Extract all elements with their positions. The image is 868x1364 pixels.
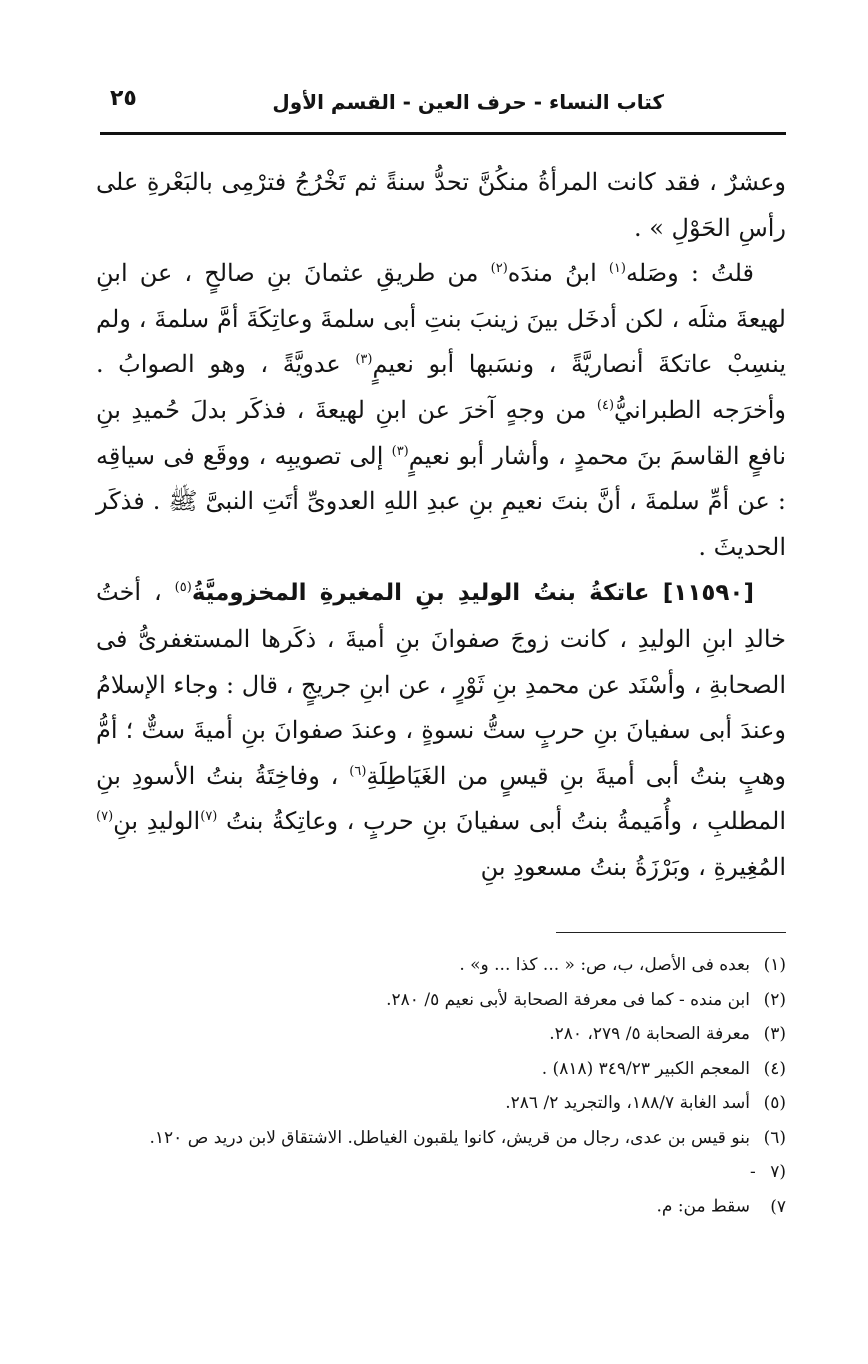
entry-heading: [١١٥٩٠] عاتكةُ بنتُ الوليدِ بنِ المغيرةِ المخزوميَّةُ bbox=[191, 580, 754, 607]
footnote-number: (٢) bbox=[763, 989, 786, 1010]
footnote-ref[interactable]: (١) bbox=[608, 261, 626, 277]
text-run: عدويَّةً ، وهو الصوابُ . وأخرَجه الطبرانيُّ bbox=[96, 350, 786, 424]
footnote-text: معرفة الصحابة ٥/ ٢٧٩، ٢٨٠. bbox=[549, 1024, 750, 1044]
footnote-item bbox=[96, 983, 786, 1018]
footnote-number: (٣) bbox=[763, 1024, 786, 1044]
text-run: من طريقِ عثمانَ بنِ صالحٍ ، عن ابنِ لهيعةَ مثلَه ، لكن أدخَل بينَ زينبَ بنتِ أبى سلمةَ وعاتِكَةَ أمَّ سلمةَ ، ولم ينسِبْ عاتكةَ أنصاريَّةً ، ونسَبها أبو نعيمٍ bbox=[96, 259, 786, 379]
footnote-item bbox=[96, 1086, 786, 1121]
footnote-item bbox=[96, 1121, 786, 1156]
running-header bbox=[100, 84, 788, 128]
footnote-item bbox=[96, 1052, 786, 1087]
footnote-number: (١) bbox=[763, 955, 786, 975]
text-run: ، وفاخِتَةُ بنتُ الأسودِ بنِ المطلبِ ، وأُمَيمةُ بنتُ أبى سفيانَ بنِ حربٍ ، وعاتِكةُ بنتُ bbox=[96, 761, 787, 836]
footnote-text: بنو قيس بن عدى، رجال من قريش، كانوا يلقبون الغياطل. الاشتقاق لابن دريد ص ١٢٠. bbox=[149, 1127, 750, 1148]
footnote-ref[interactable]: (٤) bbox=[596, 397, 615, 413]
footnote-text: سقط من: م. bbox=[656, 1196, 750, 1217]
footnote-text: المعجم الكبير ٣٤٩/٢٣ (٨١٨) . bbox=[541, 1058, 750, 1079]
footnote-text: بعده فى الأصل، ب، ص: « ... كذا ... و» . bbox=[459, 955, 750, 975]
paragraph-continuation: وعشرٌ ، فقد كانت المرأةُ منكُنَّ تحدُّ سنةً ثم تَخْرُجُ فترْمِى بالبَعْرةِ على رأسِ الحَوْلِ » . bbox=[96, 168, 786, 242]
footnote-number: (٧ - ٧) bbox=[750, 1162, 786, 1217]
footnote-ref[interactable]: (٧) bbox=[96, 809, 114, 825]
main-text bbox=[96, 160, 786, 891]
footnote-item bbox=[96, 1155, 786, 1224]
footnote-item bbox=[96, 948, 786, 983]
footnote-ref[interactable]: (٢) bbox=[490, 261, 508, 277]
footnote-number: (٤) bbox=[763, 1058, 786, 1079]
text-run: قلتُ : وصَله bbox=[625, 259, 754, 288]
header-rule bbox=[100, 132, 786, 135]
footnote-ref[interactable]: (٣) bbox=[391, 443, 409, 459]
footnote-number: (٦) bbox=[763, 1127, 786, 1148]
text-run: ، أختُ خالدِ ابنِ الوليدِ ، كانت زوجَ صفوانَ بنِ أميةَ ، ذكَرها المستغفرىُّ فى الصحابةِ ، وأسْنَد عن محمدِ بنِ ثَوْرٍ ، عن ابنِ جريجٍ ، قال : وجاء الإسلامُ وعندَ أبى سفيانَ بنِ حربٍ ستُّ نسوةٍ ، وعندَ صفوانَ بنِ أميةَ ستٌّ ؛ أمُّ وهبٍ بنتُ أبى أميةَ بنِ قيسٍ من الغَيَاطِلَةِ bbox=[96, 578, 786, 790]
page-number: ٢٥ bbox=[110, 86, 137, 111]
paragraph-entry bbox=[96, 570, 786, 890]
footnote-separator bbox=[556, 932, 786, 933]
text-run: ابنُ مندَه bbox=[507, 259, 609, 288]
footnote-ref[interactable]: (٦) bbox=[349, 763, 367, 779]
paragraph-commentary bbox=[96, 251, 786, 570]
footnote-text: أسد الغابة ١٨٨/٧، والتجريد ٢/ ٢٨٦. bbox=[505, 1093, 750, 1113]
footnote-number: (٥) bbox=[763, 1093, 786, 1113]
footnote-text: ابن منده - كما فى معرفة الصحابة لأبى نعيم ٥/ ٢٨٠. bbox=[386, 989, 750, 1010]
footnote-item bbox=[96, 1017, 786, 1052]
footnote-ref[interactable]: (٧) bbox=[200, 809, 218, 825]
footnote-ref[interactable]: (٣) bbox=[355, 352, 373, 368]
footnote-ref[interactable]: (٥) bbox=[174, 580, 192, 596]
text-run: من وجهٍ آخرَ عن ابنِ لهيعةَ ، فذكَر بدلَ حُميدِ بنِ نافعٍ القاسمَ بنَ محمدٍ ، وأشار أبو نعيمٍ bbox=[96, 395, 786, 470]
footnotes bbox=[96, 948, 786, 1224]
text-run: الوليدِ بنِ bbox=[113, 807, 201, 836]
text-run: المُغِيرةِ ، وبَرْزَةُ بنتُ مسعودِ بنِ bbox=[480, 852, 786, 881]
text-run: إلى تصويبِه ، ووقَع فى سياقِه : عن أمِّ سلمةَ ، أنَّ بنتَ نعيمِ بنِ عبدِ اللهِ العدوىِّ أتَتِ النبىَّ ﷺ . فذكَر الحديثَ . bbox=[96, 441, 786, 561]
running-header-title: كتاب النساء - حرف العين - القسم الأول bbox=[272, 90, 664, 114]
